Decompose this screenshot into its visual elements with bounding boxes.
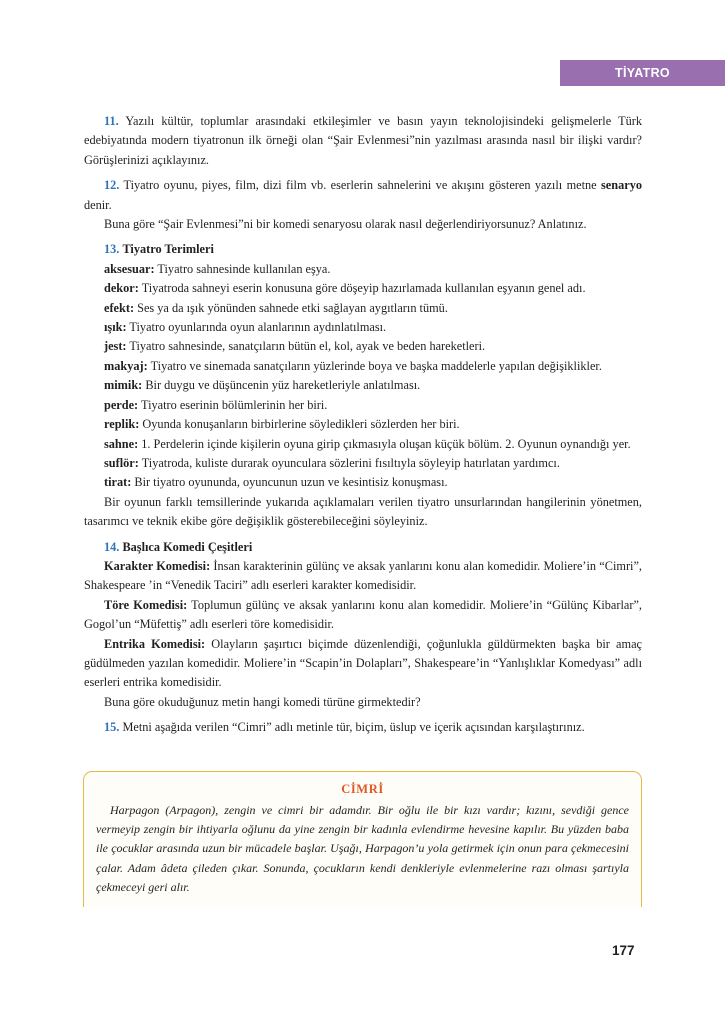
term-item bbox=[84, 299, 642, 318]
question-text: Yazılı kültür, toplumlar arasındaki etkileşimler ve basın yayın teknolojisindeki gelişmelerle Türk edebiyatında modern tiyatronun ilk örneği olan “Şair Evlenmesi”nin yazılması arasında nasıl bir ilişki vardır? Görüşlerinizi açıklayınız. bbox=[84, 114, 642, 167]
page-number: 177 bbox=[612, 943, 635, 958]
question-13-title bbox=[84, 240, 642, 259]
term-name: perde: bbox=[104, 397, 139, 412]
section-title: Tiyatro Terimleri bbox=[122, 242, 214, 257]
term-item bbox=[84, 279, 642, 298]
comedy-type-text: İnsan karakterinin gülünç ve aksak yanlarını konu alan komedidir. Moliere’in “Cimri”, Shakespeare ’in “Venedik Taciri” adlı eserleri karakter komedisidir. bbox=[84, 558, 642, 593]
term-definition: 1. Perdelerin içinde kişilerin oyuna girip çıkmasıyla oluşan küçük bölüm. 2. Oyunun oynandığı yer. bbox=[141, 436, 631, 451]
section-title: Başlıca Komedi Çeşitleri bbox=[122, 539, 253, 554]
term-item bbox=[84, 454, 642, 473]
term-list bbox=[84, 260, 642, 493]
term-item bbox=[84, 260, 642, 279]
question-text: denir. bbox=[84, 197, 112, 212]
comedy-type-name: Töre Komedisi: bbox=[104, 597, 188, 612]
bold-term: senaryo bbox=[601, 178, 642, 193]
question-number: 11. bbox=[104, 114, 119, 128]
box-title: CİMRİ bbox=[341, 782, 384, 796]
term-name: jest: bbox=[104, 339, 127, 354]
comedy-type bbox=[84, 635, 642, 693]
term-name: tirat: bbox=[104, 475, 132, 490]
comedy-type-text: Toplumun gülünç ve aksak yanlarını konu alan komedidir. Moliere’in “Gülünç Kibarlar”, Gogol’un “Müfettiş” adlı eserleri töre komedisidir. bbox=[84, 597, 642, 632]
question-15 bbox=[84, 718, 642, 737]
question-12 bbox=[84, 176, 642, 215]
term-definition: Ses ya da ışık yönünden sahnede etki sağlayan aygıtların tümü. bbox=[137, 300, 448, 315]
question-number: 13. bbox=[104, 242, 120, 257]
term-definition: Bir tiyatro oyununda, oyuncunun uzun ve kesintisiz konuşması. bbox=[134, 475, 448, 490]
term-item bbox=[84, 473, 642, 492]
term-item bbox=[84, 318, 642, 337]
term-definition: Tiyatroda sahneyi eserin konusuna göre döşeyip hazırlamada kullanılan eşyanın genel adı. bbox=[141, 281, 586, 296]
term-name: makyaj: bbox=[104, 358, 148, 373]
section-tab: TİYATRO bbox=[560, 60, 725, 86]
term-name: dekor: bbox=[104, 281, 139, 296]
comedy-type-name: Karakter Komedisi: bbox=[104, 558, 211, 573]
term-name: efekt: bbox=[104, 300, 135, 315]
question-number: 12. bbox=[104, 178, 120, 193]
comedy-type-name: Entrika Komedisi: bbox=[104, 636, 206, 651]
comedy-type bbox=[84, 557, 642, 596]
box-text: Harpagon (Arpagon), zengin ve cimri bir adamdır. Bir oğlu ile bir kızı vardır; kızını, sevdiği gence vermeyip zengin bir ihtiyarla oğlunu da yine zengin bir kadınla evlendirme hevesine kapılır. Bu yüzden baba ile çocuklar arasında uzun bir mücadele başlar. Uşağı, Harpagon’u yola getirmek için onun para çekmecesini çalar. Adam âdeta çileden çıkar. Sonunda, çocukların kendi denkleriyle evlenmelerine razı olması şartıyla çekmeceyi geri alır. bbox=[96, 803, 629, 894]
question-text: Tiyatro oyunu, piyes, film, dizi film vb. eserlerin sahnelerini ve akışını gösteren yazılı metne bbox=[123, 178, 597, 193]
question-14-title bbox=[84, 538, 642, 557]
page-content bbox=[84, 112, 642, 738]
term-definition: Bir duygu ve düşüncenin yüz hareketleriyle anlatılması. bbox=[145, 378, 421, 393]
term-item bbox=[84, 357, 642, 376]
comedy-type bbox=[84, 596, 642, 635]
term-item bbox=[84, 435, 642, 454]
question-12-prompt: Buna göre “Şair Evlenmesi”ni bir komedi senaryosu olarak nasıl değerlendiriyorsunuz? Anlatınız. bbox=[104, 217, 587, 232]
term-name: aksesuar: bbox=[104, 261, 155, 276]
reading-box bbox=[83, 771, 642, 907]
term-item bbox=[84, 376, 642, 395]
term-item bbox=[84, 337, 642, 356]
term-definition: Tiyatro eserinin bölümlerinin her biri. bbox=[141, 397, 328, 412]
term-name: mimik: bbox=[104, 378, 143, 393]
question-13-prompt: Bir oyunun farklı temsillerinde yukarıda açıklamaları verilen tiyatro unsurlarından hangilerinin yönetmen, tasarımcı ve teknik ekibe göre değişiklik gösterebileceğini söyleyiniz. bbox=[84, 494, 642, 529]
term-name: replik: bbox=[104, 417, 140, 432]
comedy-type-text: Olayların şaşırtıcı biçimde düzenlendiği, çoğunlukla güldürmekten başka bir amaç güdülmeden yazılan komedidir. Moliere’in “Scapin’in Dolapları”, Shakespeare’in “Yanlışlıklar Komedyası” adlı eserleri entrika komedisidir. bbox=[84, 636, 642, 690]
term-name: sahne: bbox=[104, 436, 139, 451]
term-definition: Tiyatro sahnesinde kullanılan eşya. bbox=[157, 261, 331, 276]
term-item bbox=[84, 415, 642, 434]
question-number: 14. bbox=[104, 539, 120, 554]
term-definition: Tiyatro sahnesinde, sanatçıların bütün el, kol, ayak ve beden hareketleri. bbox=[129, 339, 486, 354]
question-14-prompt: Buna göre okuduğunuz metin hangi komedi türüne girmektedir? bbox=[104, 694, 421, 709]
question-11 bbox=[84, 112, 642, 170]
term-definition: Tiyatroda, kuliste durarak oyunculara sözlerini fısıltıyla söyleyip hatırlatan yardımcı. bbox=[141, 455, 560, 470]
term-definition: Tiyatro ve sinemada sanatçıların yüzlerinde boya ve başka maddelerle yapılan değişiklikler. bbox=[150, 358, 602, 373]
term-item bbox=[84, 396, 642, 415]
term-definition: Oyunda konuşanların birbirlerine söyledikleri sözlerden her biri. bbox=[142, 417, 460, 432]
term-name: ışık: bbox=[104, 320, 127, 335]
question-number: 15. bbox=[104, 720, 120, 735]
question-text: Metni aşağıda verilen “Cimri” adlı metinle tür, biçim, üslup ve içerik açısından karşılaştırınız. bbox=[122, 720, 585, 735]
term-name: suflör: bbox=[104, 455, 139, 470]
term-definition: Tiyatro oyunlarında oyun alanlarının aydınlatılması. bbox=[129, 320, 387, 335]
